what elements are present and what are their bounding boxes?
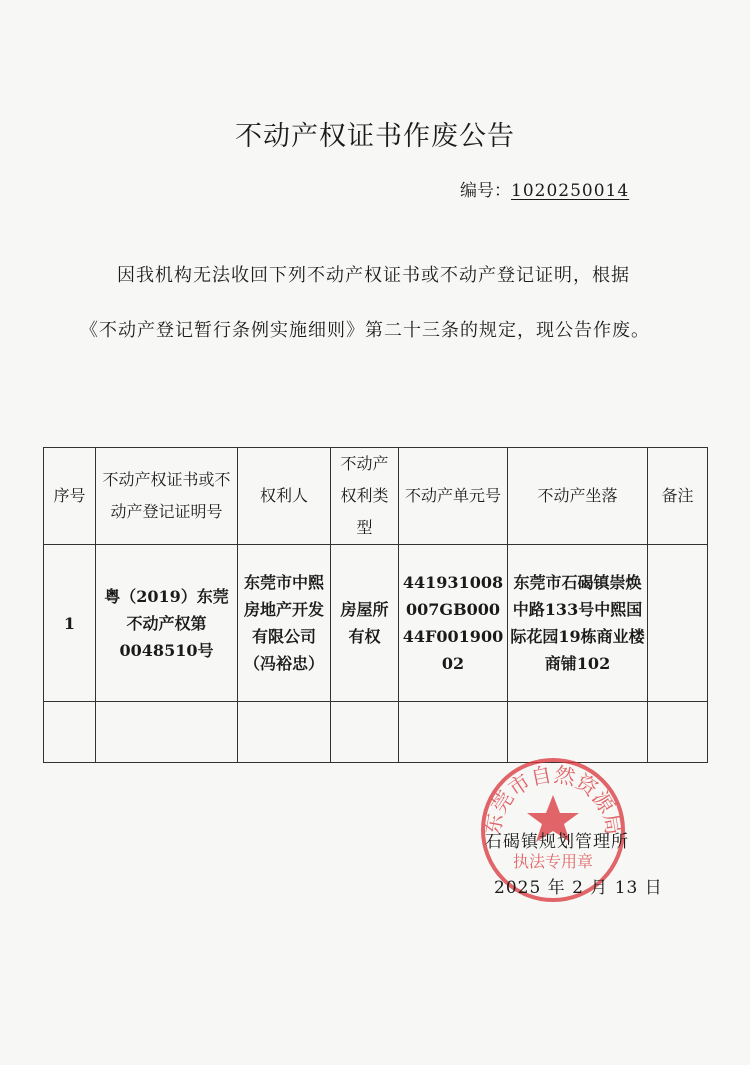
seal-bottom-text: 执法专用章 (512, 852, 594, 871)
cell-unit-no (399, 702, 508, 763)
table-header-row (44, 448, 708, 545)
header-right-type: 不动产权利类型 (331, 448, 399, 545)
announcement-body: 因我机构无法收回下列不动产权证书或不动产登记证明，根据《不动产登记暂行条例实施细则》第二十三条的规定，现公告作废。 (80, 265, 650, 341)
header-remark: 备注 (648, 448, 708, 545)
seal-arc-text: 东莞市自然资源局 (480, 762, 626, 837)
cell-holder: 东莞市中熙房地产开发有限公司（冯裕忠） (238, 545, 331, 702)
certificate-table (43, 447, 708, 763)
document-number-value: 1020250014 (511, 181, 630, 201)
header-unit-no: 不动产单元号 (399, 448, 508, 545)
cell-holder (238, 702, 331, 763)
header-seq: 序号 (44, 448, 96, 545)
cell-cert-no (96, 702, 238, 763)
cell-location (508, 702, 648, 763)
table-row (44, 702, 708, 763)
table-row (44, 545, 708, 702)
cell-remark (648, 702, 708, 763)
cell-cert-no: 粤（2019）东莞不动产权第0048510号 (96, 545, 238, 702)
cell-remark (648, 545, 708, 702)
cell-seq (44, 702, 96, 763)
cell-unit-no: 441931008007GB00044F00190002 (399, 545, 508, 702)
issue-date: 2025 年 2 月 13 日 (494, 878, 663, 898)
cell-seq: 1 (44, 545, 96, 702)
cell-right-type: 房屋所有权 (331, 545, 399, 702)
header-cert-no: 不动产权证书或不动产登记证明号 (96, 448, 238, 545)
cell-location: 东莞市石碣镇崇焕中路133号中熙国际花园19栋商业楼商铺102 (508, 545, 648, 702)
document-number (460, 176, 629, 201)
header-holder: 权利人 (238, 448, 331, 545)
header-location: 不动产坐落 (508, 448, 648, 545)
document-number-label: 编号： (460, 181, 511, 201)
document-title: 不动产权证书作废公告 (235, 121, 515, 152)
cell-right-type (331, 702, 399, 763)
issuing-office: 石碣镇规划管理所 (485, 832, 629, 852)
